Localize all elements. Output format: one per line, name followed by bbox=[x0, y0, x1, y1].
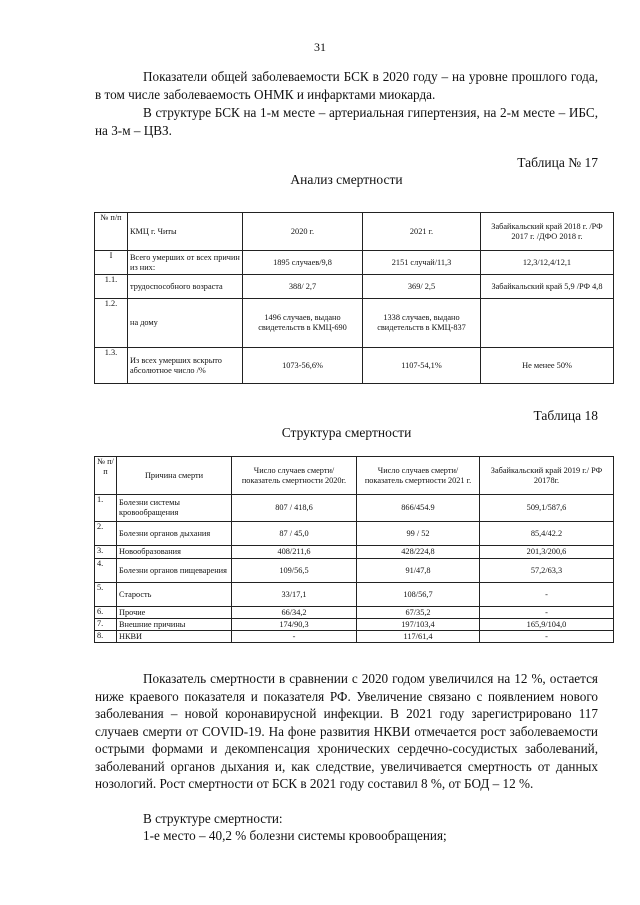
table-row bbox=[95, 348, 614, 384]
table-cell: Из всех умерших вскрыто абсолютное число /% bbox=[128, 348, 243, 384]
table-cell: 388/ 2,7 bbox=[243, 275, 363, 299]
table-cell: Всего умерших от всех причин из них: bbox=[128, 251, 243, 275]
table-row bbox=[95, 631, 614, 643]
table-cell: 428/224,8 bbox=[357, 546, 480, 559]
table-cell: 117/61,4 bbox=[357, 631, 480, 643]
table-row bbox=[95, 559, 614, 583]
table-cell: на дому bbox=[128, 299, 243, 348]
table-cell: I bbox=[95, 251, 128, 275]
table-cell: - bbox=[480, 583, 614, 607]
table-cell: 197/103,4 bbox=[357, 619, 480, 631]
table-cell: 1496 случаев, выдано свидетельств в КМЦ-690 bbox=[243, 299, 363, 348]
table-cell: 67/35,2 bbox=[357, 607, 480, 619]
table-cell: 8. bbox=[95, 631, 117, 643]
outro-paragraph-1: Показатель смертности в сравнении с 2020 годом увеличился на 12 %, остается ниже краевого показателя и показателя РФ. Увеличение связано с появлением нового заболевания – новой коронавирусной инфекции. В 2021 году зарегистрировано 117 случаев смерти от COVID-19. На фоне развития НКВИ отмечается рост заболеваемости острыми формами и декомпенсация хронических сердечно-сосудистых заболеваний, заболеваний органов дыхания и, как следствие, увеличивается смертность от данных нозологий. Рост смертности от БСК в 2021 году составил 8 %, от БОД – 12 %. bbox=[95, 671, 598, 791]
table-cell: Забайкальский край 5,9 /РФ 4,8 bbox=[481, 275, 614, 299]
table-row bbox=[95, 583, 614, 607]
table-cell: 1895 случаев/9,8 bbox=[243, 251, 363, 275]
table-cell: 66/34,2 bbox=[232, 607, 357, 619]
outro-paragraph-2: В структуре смертности: bbox=[143, 811, 283, 826]
table-row bbox=[95, 275, 614, 299]
table-17-header: КМЦ г. Читы bbox=[128, 213, 243, 251]
table-cell: 4. bbox=[95, 559, 117, 583]
table-row bbox=[95, 495, 614, 522]
table-cell: 1107-54,1% bbox=[363, 348, 481, 384]
table-row bbox=[95, 299, 614, 348]
table-row bbox=[95, 546, 614, 559]
table-cell: 7. bbox=[95, 619, 117, 631]
table-row bbox=[95, 522, 614, 546]
table-cell: 369/ 2,5 bbox=[363, 275, 481, 299]
table-cell: 108/56,7 bbox=[357, 583, 480, 607]
table-cell: 12,3/12,4/12,1 bbox=[481, 251, 614, 275]
table-cell: 509,1/587,6 bbox=[480, 495, 614, 522]
table-cell: 1.1. bbox=[95, 275, 128, 299]
table-cell: 5. bbox=[95, 583, 117, 607]
outro-paragraph-3: 1-е место – 40,2 % болезни системы кровообращения; bbox=[143, 828, 447, 843]
table-cell: Новообразования bbox=[117, 546, 232, 559]
table-cell: 3. bbox=[95, 546, 117, 559]
table-cell: 174/90,3 bbox=[232, 619, 357, 631]
table-18-header: Число случаев смерти/ показатель смертности 2020г. bbox=[232, 457, 357, 495]
table-cell: 807 / 418,6 bbox=[232, 495, 357, 522]
intro-paragraph-1: Показатели общей заболеваемости БСК в 2020 году – на уровне прошлого года, в том числе заболеваемость ОНМК и инфарктами миокарда. bbox=[95, 69, 598, 102]
table-17-header: 2020 г. bbox=[243, 213, 363, 251]
table-17-header: 2021 г. bbox=[363, 213, 481, 251]
table-cell: - bbox=[480, 607, 614, 619]
table-cell: 99 / 52 bbox=[357, 522, 480, 546]
table-17-title: Анализ смертности bbox=[290, 172, 403, 187]
table-18-header-row bbox=[95, 457, 614, 495]
table-cell: трудоспособного возраста bbox=[128, 275, 243, 299]
table-cell: 2. bbox=[95, 522, 117, 546]
table-cell: 33/17,1 bbox=[232, 583, 357, 607]
table-18-header: Забайкальский край 2019 г./ РФ 20178г. bbox=[480, 457, 614, 495]
table-cell: 201,3/200,6 bbox=[480, 546, 614, 559]
table-cell: 85,4/42.2 bbox=[480, 522, 614, 546]
table-cell: 866/454.9 bbox=[357, 495, 480, 522]
mortality-structure-table bbox=[94, 456, 614, 643]
table-cell: 1. bbox=[95, 495, 117, 522]
table-17-header: Забайкальский край 2018 г. /РФ 2017 г. /ДФО 2018 г. bbox=[481, 213, 614, 251]
table-cell: НКВИ bbox=[117, 631, 232, 643]
table-cell: 87 / 45,0 bbox=[232, 522, 357, 546]
intro-paragraph-2: В структуре БСК на 1-м месте – артериальная гипертензия, на 2-м месте – ИБС, на 3-м – ЦВЗ. bbox=[95, 105, 598, 138]
table-cell bbox=[481, 299, 614, 348]
table-cell: Болезни органов пищеварения bbox=[117, 559, 232, 583]
table-18-header: Число случаев смерти/ показатель смертности 2021 г. bbox=[357, 457, 480, 495]
table-18-header: № п/п bbox=[95, 457, 117, 495]
table-18-header: Причина смерти bbox=[117, 457, 232, 495]
table-cell: Старость bbox=[117, 583, 232, 607]
table-cell: 2151 случай/11,3 bbox=[363, 251, 481, 275]
table-cell: 165,9/104,0 bbox=[480, 619, 614, 631]
mortality-analysis-table bbox=[94, 212, 614, 384]
table-cell: - bbox=[232, 631, 357, 643]
table-cell: Болезни системы кровообращения bbox=[117, 495, 232, 522]
table-cell: 109/56,5 bbox=[232, 559, 357, 583]
table-cell: 1073-56,6% bbox=[243, 348, 363, 384]
table-17-header-row bbox=[95, 213, 614, 251]
table-cell: Болезни органов дыхания bbox=[117, 522, 232, 546]
table-cell: Внешние причины bbox=[117, 619, 232, 631]
table-18-label: Таблица 18 bbox=[533, 408, 598, 423]
table-cell: 408/211,6 bbox=[232, 546, 357, 559]
table-cell: 57,2/63,3 bbox=[480, 559, 614, 583]
table-17-header: № п/п bbox=[95, 213, 128, 251]
table-cell: Не менее 50% bbox=[481, 348, 614, 384]
page-number: 31 bbox=[314, 40, 326, 54]
table-row bbox=[95, 607, 614, 619]
table-row bbox=[95, 251, 614, 275]
table-cell: 1.2. bbox=[95, 299, 128, 348]
table-cell: 1338 случаев, выдано свидетельств в КМЦ-837 bbox=[363, 299, 481, 348]
table-cell: 91/47,8 bbox=[357, 559, 480, 583]
table-18-title: Структура смертности bbox=[281, 425, 412, 440]
table-row bbox=[95, 619, 614, 631]
table-cell: - bbox=[480, 631, 614, 643]
table-cell: 1.3. bbox=[95, 348, 128, 384]
table-cell: Прочие bbox=[117, 607, 232, 619]
table-17-label: Таблица № 17 bbox=[517, 155, 598, 170]
table-cell: 6. bbox=[95, 607, 117, 619]
